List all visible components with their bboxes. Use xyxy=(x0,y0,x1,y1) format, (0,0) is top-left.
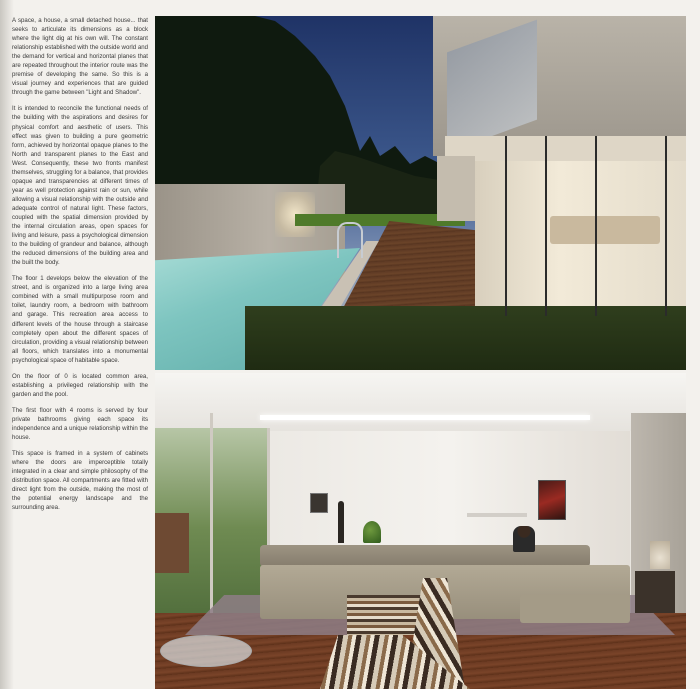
paragraph-6: This space is framed in a system of cabinets where the doors are imperceptible totally integrated in a clear and simple philosophy of the distribution space. All compartments are fitted with direct light from the outside, making the most of the potential energy landscape and the surrounding area. xyxy=(12,450,148,512)
window-mullion xyxy=(665,136,667,316)
window-mullion xyxy=(545,136,547,316)
exterior-pool-photo xyxy=(155,16,686,370)
red-painting xyxy=(538,480,566,520)
ceiling xyxy=(155,373,686,431)
sofa-backrest xyxy=(260,545,590,567)
paragraph-2: It is intended to reconcile the functional needs of the building with the aspirations and desires for physical comfort and aesthetic of users. This effect was given to building a pure geometric form, achieved by horizontal opaque planes to the North and transparent planes to the East and West. Consequently, these two fronts manifest themselves, struggling for a balance, that provides opaque and transparencies at different times of year as well protection against rain or sun, while allowing a visual relationship with the outside and adequate control of natural light. These factors, coupled with the spatial dimension provided by the internal circulation areas, open spaces for living and leisure, pass a psychological dimension to the building of grandeur and balance, although the reduced dimensions of the building area and the built the body. xyxy=(12,105,148,267)
window-mullion xyxy=(505,136,507,316)
lit-eave xyxy=(445,136,686,162)
seated-person xyxy=(513,526,535,552)
stone-column xyxy=(437,156,475,221)
sculpture xyxy=(338,501,344,543)
paragraph-1: A space, a house, a small detached house... that seeks to articulate its dimensions as a block where the light dig at his own will. The constant relationship established with the outside world and the demand for vertical and horizontal planes that are repeated throughout the interior route was the premise of developing the same. So this is a visual journey and experiences that are guided through the game between "Light and Shadow". xyxy=(12,17,148,97)
paragraph-4: On the floor of 0 is located common area, establishing a privileged relationship with the garden and the pool. xyxy=(12,372,148,398)
paragraph-5: The first floor with 4 rooms is served by four private bathrooms giving each space its independence and a unique relationship within the house. xyxy=(12,406,148,442)
side-cabinet xyxy=(635,571,675,613)
potted-plant xyxy=(363,521,381,543)
interior-sofa xyxy=(550,216,660,244)
paragraph-3: The floor 1 develops below the elevation of the street, and is organized into a large living area combined with a small multipurpose room and toilet, laundry room, a bedroom with bathroom and garage. This recreation area access to different levels of the house through a staircase completely open about the different spaces of circulation, providing a visual relationship between all floors, which translates into a monumental psychological space of habitable space. xyxy=(12,275,148,364)
pool-ladder xyxy=(337,222,363,258)
small-framed-artwork xyxy=(310,493,328,513)
interior-living-photo xyxy=(155,373,686,689)
ceiling-light-strip xyxy=(260,415,590,420)
front-lawn xyxy=(245,306,686,370)
outside-deck xyxy=(155,513,189,573)
glass-side-table xyxy=(160,635,252,667)
table-lamp xyxy=(650,541,670,569)
window-mullion xyxy=(595,136,597,316)
striped-ottoman xyxy=(347,595,425,635)
wall-shelf xyxy=(467,513,527,517)
sofa-chaise xyxy=(520,595,630,623)
article-text-column xyxy=(12,16,148,676)
